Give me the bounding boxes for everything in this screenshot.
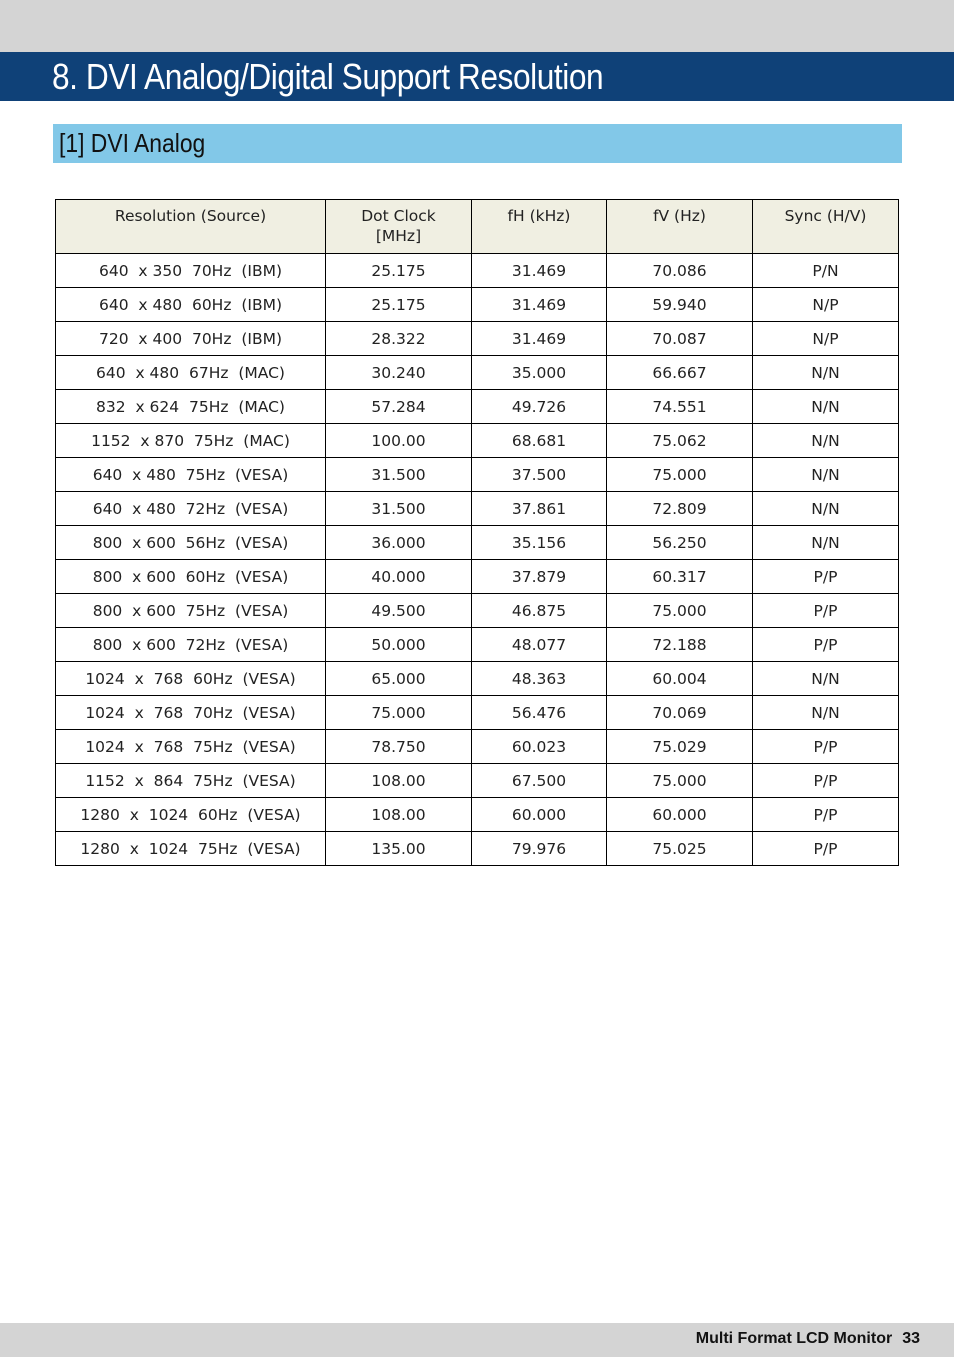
cell-sync: P/N [753, 254, 899, 288]
cell-fh: 35.000 [472, 356, 607, 390]
cell-dot-clock: 36.000 [326, 526, 472, 560]
cell-dot-clock: 108.00 [326, 764, 472, 798]
section-title-bar [53, 124, 902, 163]
cell-fh: 48.363 [472, 662, 607, 696]
table-row [56, 662, 899, 696]
cell-fv: 56.250 [607, 526, 753, 560]
table-row [56, 390, 899, 424]
cell-resolution: 1280 x 1024 60Hz (VESA) [56, 798, 326, 832]
cell-resolution: 1152 x 864 75Hz (VESA) [56, 764, 326, 798]
table-row [56, 628, 899, 662]
cell-dot-clock: 75.000 [326, 696, 472, 730]
cell-sync: P/P [753, 628, 899, 662]
cell-fv: 75.000 [607, 594, 753, 628]
cell-resolution: 1024 x 768 75Hz (VESA) [56, 730, 326, 764]
page-number: 33 [902, 1330, 920, 1347]
cell-resolution: 1024 x 768 70Hz (VESA) [56, 696, 326, 730]
table-row [56, 696, 899, 730]
table-row [56, 492, 899, 526]
table-row [56, 526, 899, 560]
cell-resolution: 640 x 480 72Hz (VESA) [56, 492, 326, 526]
cell-fh: 60.023 [472, 730, 607, 764]
cell-resolution: 800 x 600 56Hz (VESA) [56, 526, 326, 560]
cell-resolution: 800 x 600 75Hz (VESA) [56, 594, 326, 628]
cell-dot-clock: 135.00 [326, 832, 472, 866]
cell-fv: 70.069 [607, 696, 753, 730]
cell-fh: 67.500 [472, 764, 607, 798]
cell-sync: P/P [753, 730, 899, 764]
footer-label: Multi Format LCD Monitor [695, 1330, 893, 1347]
cell-resolution: 800 x 600 72Hz (VESA) [56, 628, 326, 662]
cell-sync: N/N [753, 424, 899, 458]
cell-sync: N/P [753, 288, 899, 322]
cell-sync: N/N [753, 662, 899, 696]
cell-dot-clock: 40.000 [326, 560, 472, 594]
top-page-band [0, 0, 954, 52]
cell-fv: 75.000 [607, 764, 753, 798]
cell-fv: 70.087 [607, 322, 753, 356]
header-sync: Sync (H/V) [753, 200, 899, 254]
cell-resolution: 720 x 400 70Hz (IBM) [56, 322, 326, 356]
cell-fv: 60.004 [607, 662, 753, 696]
chapter-title-bar [0, 52, 954, 101]
cell-dot-clock: 50.000 [326, 628, 472, 662]
cell-dot-clock: 49.500 [326, 594, 472, 628]
header-dot-clock-line2: [MHz] [375, 227, 422, 245]
table-row [56, 730, 899, 764]
cell-fv: 59.940 [607, 288, 753, 322]
cell-fv: 74.551 [607, 390, 753, 424]
table-row [56, 254, 899, 288]
table-header [56, 200, 899, 254]
header-resolution: Resolution (Source) [56, 200, 326, 254]
footer-band [0, 1323, 954, 1357]
table-row [56, 594, 899, 628]
footer [696, 1329, 920, 1349]
table-row [56, 832, 899, 866]
cell-resolution: 640 x 350 70Hz (IBM) [56, 254, 326, 288]
table-row [56, 798, 899, 832]
page-title: 8. DVI Analog/Digital Support Resolution [52, 56, 604, 97]
cell-dot-clock: 28.322 [326, 322, 472, 356]
cell-sync: P/P [753, 594, 899, 628]
cell-fh: 35.156 [472, 526, 607, 560]
table-row [56, 424, 899, 458]
cell-resolution: 640 x 480 60Hz (IBM) [56, 288, 326, 322]
cell-resolution: 1152 x 870 75Hz (MAC) [56, 424, 326, 458]
cell-fh: 49.726 [472, 390, 607, 424]
cell-fh: 56.476 [472, 696, 607, 730]
cell-dot-clock: 65.000 [326, 662, 472, 696]
cell-sync: P/P [753, 764, 899, 798]
cell-fh: 68.681 [472, 424, 607, 458]
cell-resolution: 832 x 624 75Hz (MAC) [56, 390, 326, 424]
cell-sync: N/N [753, 526, 899, 560]
cell-sync: P/P [753, 832, 899, 866]
cell-fv: 66.667 [607, 356, 753, 390]
cell-fh: 48.077 [472, 628, 607, 662]
cell-resolution: 640 x 480 67Hz (MAC) [56, 356, 326, 390]
cell-fv: 75.062 [607, 424, 753, 458]
cell-fh: 37.500 [472, 458, 607, 492]
section-title: [1] DVI Analog [59, 128, 206, 158]
cell-fv: 60.000 [607, 798, 753, 832]
cell-fv: 75.000 [607, 458, 753, 492]
cell-fv: 75.025 [607, 832, 753, 866]
cell-fv: 60.317 [607, 560, 753, 594]
cell-fv: 75.029 [607, 730, 753, 764]
cell-dot-clock: 30.240 [326, 356, 472, 390]
cell-fh: 37.879 [472, 560, 607, 594]
cell-fv: 70.086 [607, 254, 753, 288]
cell-dot-clock: 100.00 [326, 424, 472, 458]
cell-sync: N/N [753, 390, 899, 424]
cell-fv: 72.188 [607, 628, 753, 662]
cell-resolution: 1280 x 1024 75Hz (VESA) [56, 832, 326, 866]
cell-sync: N/N [753, 458, 899, 492]
cell-fv: 72.809 [607, 492, 753, 526]
cell-dot-clock: 57.284 [326, 390, 472, 424]
header-fv: fV (Hz) [607, 200, 753, 254]
cell-fh: 37.861 [472, 492, 607, 526]
cell-fh: 46.875 [472, 594, 607, 628]
cell-dot-clock: 25.175 [326, 288, 472, 322]
table-row [56, 356, 899, 390]
table-row [56, 458, 899, 492]
cell-dot-clock: 31.500 [326, 492, 472, 526]
cell-resolution: 1024 x 768 60Hz (VESA) [56, 662, 326, 696]
cell-fh: 31.469 [472, 254, 607, 288]
cell-sync: N/N [753, 356, 899, 390]
cell-sync: P/P [753, 798, 899, 832]
header-row [56, 200, 899, 254]
cell-sync: N/N [753, 696, 899, 730]
table-row [56, 560, 899, 594]
table-body [56, 254, 899, 866]
table-row [56, 764, 899, 798]
cell-fh: 31.469 [472, 322, 607, 356]
header-dot-clock-line1: Dot Clock [361, 207, 436, 225]
cell-sync: N/N [753, 492, 899, 526]
cell-resolution: 640 x 480 75Hz (VESA) [56, 458, 326, 492]
table-row [56, 322, 899, 356]
cell-fh: 31.469 [472, 288, 607, 322]
header-dot-clock [326, 200, 472, 254]
cell-dot-clock: 31.500 [326, 458, 472, 492]
table-row [56, 288, 899, 322]
cell-dot-clock: 108.00 [326, 798, 472, 832]
cell-sync: N/P [753, 322, 899, 356]
cell-dot-clock: 25.175 [326, 254, 472, 288]
header-fh: fH (kHz) [472, 200, 607, 254]
resolution-table [55, 199, 899, 866]
cell-dot-clock: 78.750 [326, 730, 472, 764]
cell-fh: 79.976 [472, 832, 607, 866]
cell-sync: P/P [753, 560, 899, 594]
cell-resolution: 800 x 600 60Hz (VESA) [56, 560, 326, 594]
cell-fh: 60.000 [472, 798, 607, 832]
